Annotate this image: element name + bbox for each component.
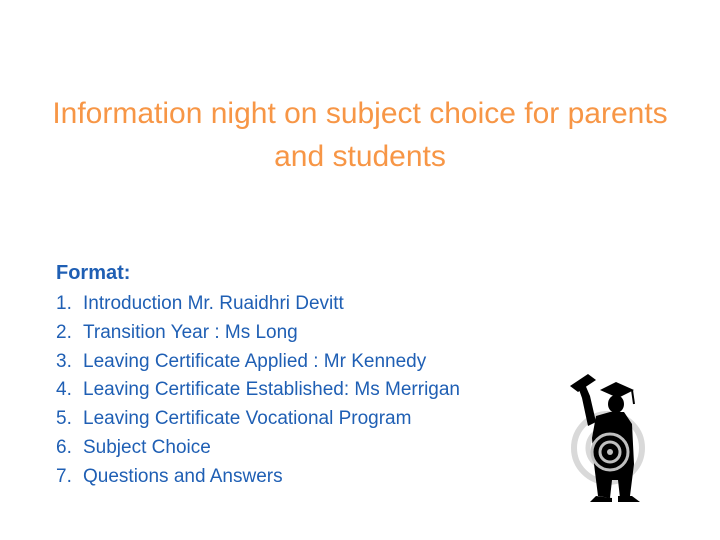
agenda-item-number: 4. — [56, 379, 72, 401]
format-label: Format: — [56, 262, 131, 284]
agenda-item-text: Leaving Certificate Established: Ms Merrigan — [83, 379, 461, 401]
agenda-item — [56, 434, 576, 463]
slide-title: Information night on subject choice for parents and students — [52, 97, 668, 173]
agenda-item-text: Leaving Certificate Vocational Program — [83, 408, 412, 430]
agenda-item-number: 5. — [56, 408, 72, 430]
agenda-item — [56, 376, 576, 405]
agenda-list — [56, 290, 576, 492]
agenda-item — [56, 348, 576, 377]
agenda-item-number: 7. — [56, 465, 72, 487]
agenda-item-text: Subject Choice — [83, 436, 211, 458]
agenda-item-number: 3. — [56, 350, 72, 372]
agenda-item-number: 6. — [56, 436, 72, 458]
agenda-item — [56, 290, 576, 319]
agenda-item — [56, 319, 576, 348]
graduate-silhouette-icon — [560, 368, 660, 508]
agenda-item-number: 1. — [56, 293, 72, 314]
agenda-item-number: 2. — [56, 321, 72, 343]
agenda-item — [56, 405, 576, 434]
agenda-item-text: Leaving Certificate Applied : Mr Kennedy — [83, 350, 427, 372]
agenda-content — [56, 258, 576, 492]
agenda-item-text: Introduction Mr. Ruaidhri Devitt — [83, 293, 344, 314]
agenda-item-text: Questions and Answers — [83, 465, 283, 487]
agenda-item — [56, 463, 576, 492]
agenda-item-text: Transition Year : Ms Long — [83, 321, 298, 343]
